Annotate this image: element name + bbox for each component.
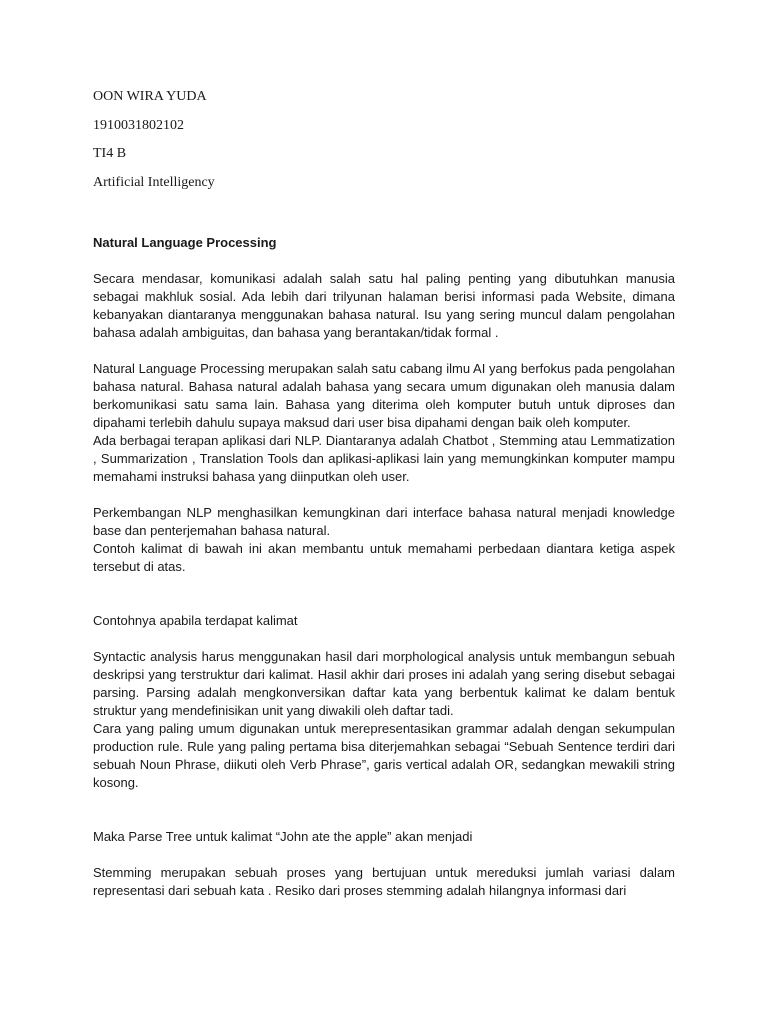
paragraph-spacer [93,576,675,612]
paragraph-spacer [93,846,675,864]
paragraph: Secara mendasar, komunikasi adalah salah satu hal paling penting yang dibutuhkan manusia sebagai makhluk sosial. Ada lebih dari trilyunan halaman berisi informasi pada Website, dimana kebanyakan diantaranya menggunakan bahasa natural. Isu yang sering muncul dalam pengolahan bahasa adalah ambiguitas, dan bahasa yang berantakan/tidak formal . [93,271,675,340]
paragraph: Contoh kalimat di bawah ini akan membantu untuk memahami perbedaan diantara ketiga aspek tersebut di atas. [93,541,675,574]
paragraph-spacer [93,486,675,504]
author-header [93,88,673,203]
paragraph: Syntactic analysis harus menggunakan hasil dari morphological analysis untuk membangun sebuah deskripsi yang terstruktur dari kalimat. Hasil akhir dari proses ini adalah yang sering disebut sebagai parsing. Parsing adalah mengkonversikan daftar kata yang berbentuk kalimat ke dalam bentuk struktur yang mendefinisikan unit yang diwakili oleh daftar tadi. [93,649,675,718]
paragraph: Ada berbagai terapan aplikasi dari NLP. Diantaranya adalah Chatbot , Stemming atau Lemmatization , Summarization , Translation Tools dan aplikasi-aplikasi lain yang memungkinkan komputer mampu memahami instruksi bahasa yang diinputkan oleh user. [93,433,675,484]
class-label: TI4 B [93,146,127,162]
paragraph: Cara yang paling umum digunakan untuk merepresentasikan grammar adalah dengan sekumpulan production rule. Rule yang paling pertama bisa diterjemahkan sebagai “Sebuah Sentence terdiri dari sebuah Noun Phrase, diikuti oleh Verb Phrase”, garis vertical adalah OR, sedangkan mewakili string kosong. [93,721,675,790]
paragraph: Natural Language Processing merupakan salah satu cabang ilmu AI yang berfokus pada pengolahan bahasa natural. Bahasa natural adalah bahasa yang secara umum digunakan oleh manusia dalam berkomunikasi satu sama lain. Bahasa yang diterima oleh komputer butuh untuk diproses dan dipahami terlebih dahulu supaya maksud dari user bisa dipahami dengan baik oleh komputer. [93,361,675,430]
paragraph: Stemming merupakan sebuah proses yang bertujuan untuk mereduksi jumlah variasi dalam representasi dari sebuah kata . Resiko dari proses stemming adalah hilangnya informasi dari [93,865,675,898]
paragraph-spacer [93,342,675,360]
paragraph-spacer [93,630,675,648]
course-name: Artificial Intelligency [93,175,215,191]
student-id: 1910031802102 [93,117,184,133]
document-title: Natural Language Processing [93,235,277,250]
author-name: OON WIRA YUDA [93,89,207,104]
paragraph: Perkembangan NLP menghasilkan kemungkinan dari interface bahasa natural menjadi knowledge base dan penterjemahan bahasa natural. [93,505,675,538]
paragraph-spacer [93,792,675,828]
paragraph: Contohnya apabila terdapat kalimat [93,613,298,628]
document-body [93,234,675,900]
paragraph: Maka Parse Tree untuk kalimat “John ate the apple” akan menjadi [93,829,473,844]
